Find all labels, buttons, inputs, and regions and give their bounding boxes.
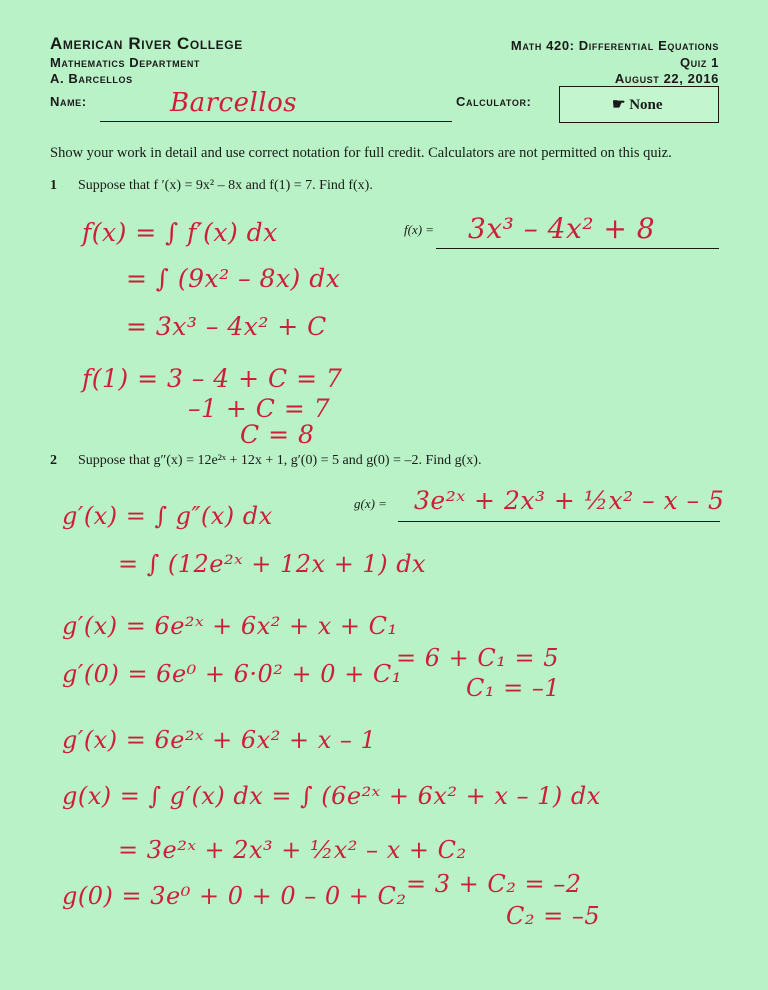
pointing-hand-icon: ☛: [612, 97, 626, 113]
answer-underline: [436, 248, 719, 249]
name-underline: [100, 121, 452, 122]
calculator-box: [559, 86, 719, 123]
work-line: g′(x) = 6e²ˣ + 6x² + x + C₁: [62, 612, 398, 640]
work-line: C₂ = –5: [506, 902, 601, 930]
answer-value: 3x³ – 4x² + 8: [468, 212, 656, 245]
question-number: 1: [50, 178, 57, 193]
quiz-number: Quiz 1: [679, 55, 719, 70]
calculator-value: None: [629, 97, 663, 113]
calculator-field: [612, 95, 663, 114]
question-prompt: Suppose that f ′(x) = 9x² – 8x and f(1) = 7. Find f(x).: [78, 178, 373, 193]
work-line: g′(x) = 6e²ˣ + 6x² + x – 1: [62, 726, 377, 754]
instructions: Show your work in detail and use correct notation for full credit. Calculators are not permitted on this quiz.: [50, 145, 672, 161]
question-prompt: Suppose that g″(x) = 12e²ˣ + 12x + 1, g′(0) = 5 and g(0) = –2. Find g(x).: [78, 453, 482, 468]
work-line: g′(0) = 6e⁰ + 6·0² + 0 + C₁: [62, 660, 402, 688]
department-name: Mathematics Department: [50, 55, 201, 70]
work-line: f(1) = 3 – 4 + C = 7: [82, 364, 343, 393]
work-line: f(x) = ∫ f′(x) dx: [82, 218, 278, 247]
course-title: Math 420: Differential Equations: [510, 38, 719, 53]
work-line: g(x) = ∫ g′(x) dx = ∫ (6e²ˣ + 6x² + x – 1) dx: [62, 782, 601, 810]
instructor-name: A. Barcellos: [50, 71, 133, 86]
work-line: g′(x) = ∫ g″(x) dx: [62, 502, 273, 530]
quiz-date: August 22, 2016: [614, 71, 719, 86]
work-line: g(0) = 3e⁰ + 0 + 0 – 0 + C₂: [62, 882, 407, 910]
work-line: = 3x³ – 4x² + C: [126, 312, 327, 341]
work-line: C₁ = –1: [466, 674, 561, 702]
work-line: = 3e²ˣ + 2x³ + ½x² – x + C₂: [118, 836, 467, 864]
college-name: American River College: [50, 34, 243, 53]
work-line: = 6 + C₁ = 5: [396, 644, 559, 672]
answer-label: g(x) =: [354, 496, 387, 511]
calculator-label: Calculator:: [456, 94, 532, 109]
question-number: 2: [50, 453, 57, 468]
answer-value: 3e²ˣ + 2x³ + ½x² – x – 5: [414, 486, 725, 515]
work-line: –1 + C = 7: [188, 394, 331, 423]
answer-underline: [398, 521, 720, 522]
name-label: Name:: [50, 94, 87, 109]
work-line: = 3 + C₂ = –2: [406, 870, 582, 898]
work-line: = ∫ (9x² – 8x) dx: [126, 264, 341, 293]
work-line: = ∫ (12e²ˣ + 12x + 1) dx: [118, 550, 427, 578]
work-line: C = 8: [240, 420, 315, 449]
student-name: Barcellos: [170, 88, 298, 118]
answer-label: f(x) =: [404, 222, 435, 237]
